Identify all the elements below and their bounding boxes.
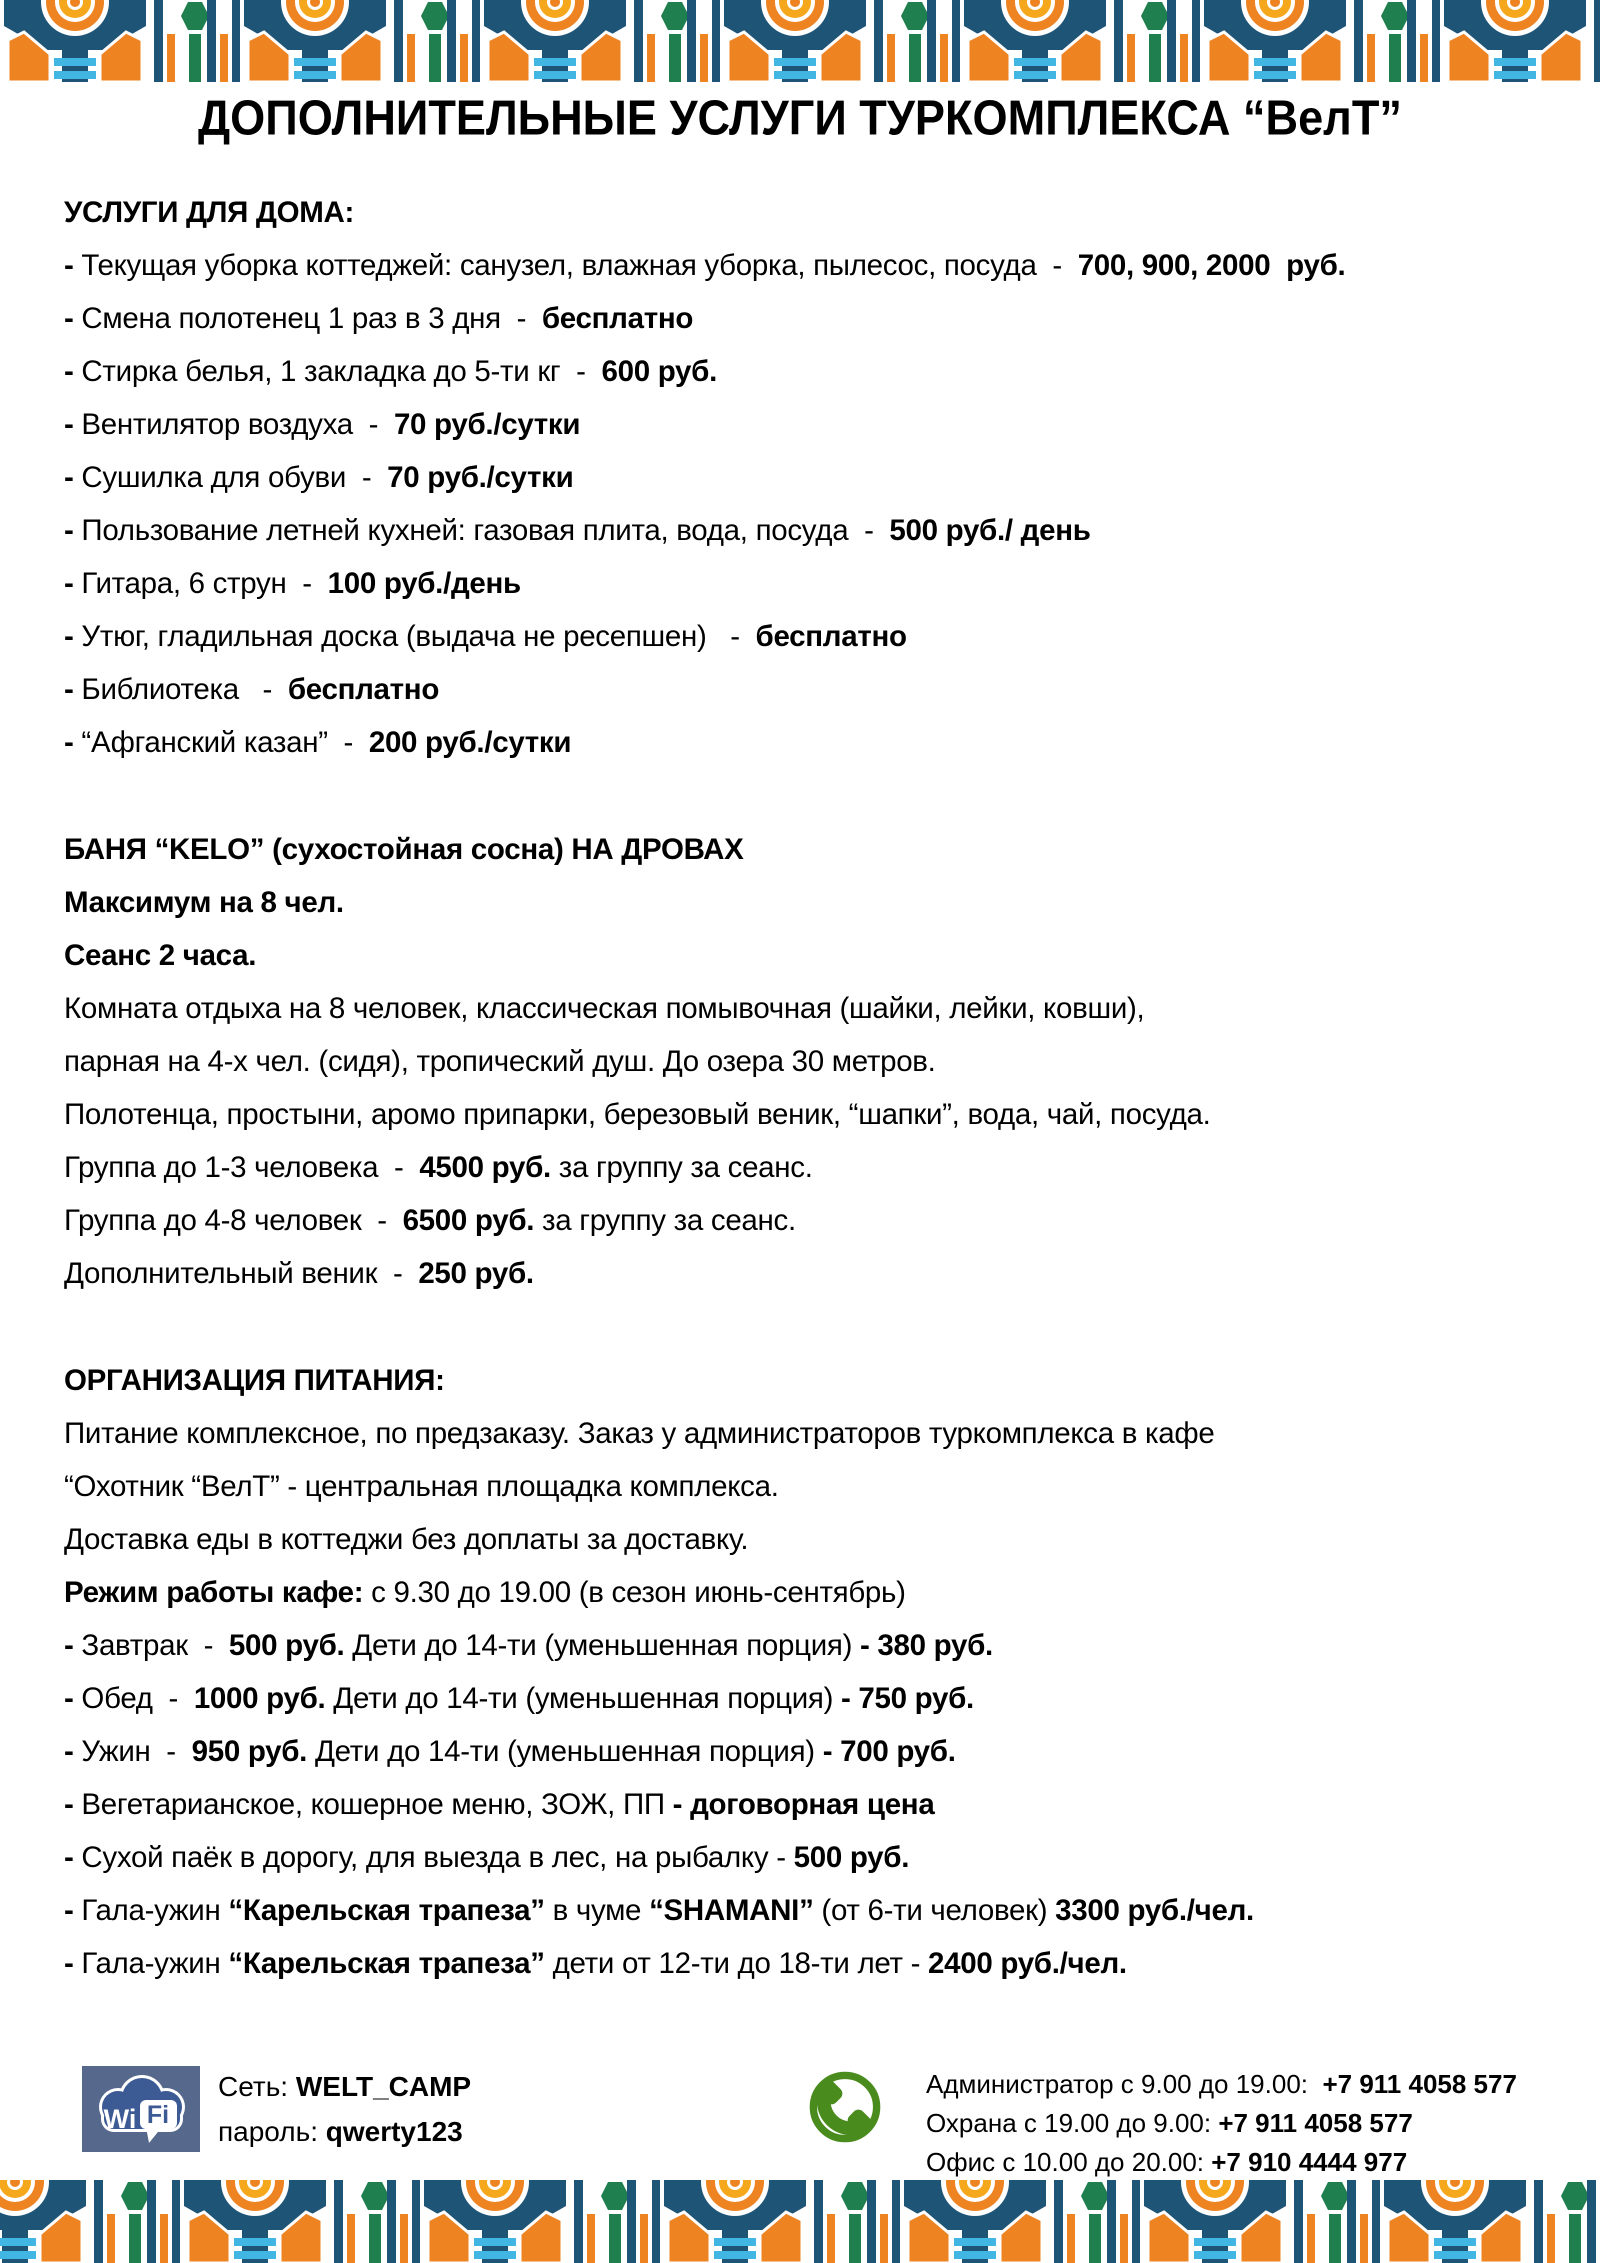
- text-run: бесплатно: [287, 673, 440, 706]
- text-run: -: [64, 514, 82, 547]
- wifi-network-label: Сеть:: [218, 2071, 296, 2102]
- text-line: [64, 1672, 1550, 1725]
- text-run: - договорная цена: [672, 1788, 935, 1821]
- text-run: -: [64, 1894, 82, 1927]
- text-run: 600 руб.: [601, 355, 717, 388]
- phone-icon: [806, 2068, 884, 2146]
- text-run: -: [64, 1788, 82, 1821]
- text-run: бесплатно: [541, 302, 694, 335]
- text-run: Обед -: [81, 1682, 194, 1715]
- text-run: Вегетарианское, кошерное меню, ЗОЖ, ПП: [81, 1788, 673, 1821]
- phone-contact-lines: [926, 2065, 1517, 2182]
- text-run: Сеанс 2 часа.: [64, 939, 257, 972]
- text-line: [64, 1035, 1550, 1088]
- phone-contact-line: [926, 2143, 1517, 2182]
- wifi-info-block: [82, 2064, 471, 2154]
- text-run: Текущая уборка коттеджей: санузел, влажная уборка, пылесос, посуда -: [81, 249, 1078, 282]
- text-run: 4500 руб.: [419, 1151, 551, 1184]
- text-run: -: [64, 673, 82, 706]
- text-run: Дети до 14-ти (уменьшенная порция): [307, 1735, 823, 1768]
- ethnic-ornament-border-top: [0, 0, 1600, 82]
- text-line: [64, 610, 1550, 663]
- text-line: [64, 1247, 1550, 1300]
- text-run: Ужин -: [81, 1735, 192, 1768]
- text-run: Комната отдыха на 8 человек, классическая помывочная (шайки, лейки, ковши),: [64, 992, 1145, 1025]
- phone-contact-label: Охрана с 19.00 до 9.00:: [926, 2108, 1219, 2138]
- text-line: [64, 345, 1550, 398]
- text-run: Библиотека -: [81, 673, 288, 706]
- text-line: [64, 1725, 1550, 1778]
- text-line: [64, 239, 1550, 292]
- text-line: [64, 1619, 1550, 1672]
- text-run: 500 руб.: [793, 1841, 910, 1874]
- text-run: за группу за сеанс.: [534, 1204, 796, 1237]
- text-run: 500 руб.: [228, 1629, 345, 1662]
- text-run: Дополнительный веник -: [64, 1257, 419, 1290]
- text-run: БАНЯ “KELO” (сухостойная сосна) НА ДРОВАХ: [64, 833, 744, 866]
- text-run: парная на 4-х чел. (сидя), тропический душ. До озера 30 метров.: [64, 1045, 936, 1078]
- text-run: Дети до 14-ти (уменьшенная порция): [325, 1682, 841, 1715]
- text-line: [64, 1566, 1550, 1619]
- text-line: [64, 186, 1550, 239]
- text-run: 70 руб./сутки: [387, 461, 574, 494]
- text-line: [64, 1088, 1550, 1141]
- text-run: -: [64, 408, 82, 441]
- svg-text:Fi: Fi: [146, 2101, 170, 2129]
- footer: [0, 2050, 1600, 2180]
- text-run: ОРГАНИЗАЦИЯ ПИТАНИЯ:: [64, 1364, 445, 1397]
- text-run: Утюг, гладильная доска (выдача не ресепшен) -: [81, 620, 756, 653]
- wifi-credentials: [218, 2064, 471, 2154]
- text-run: 100 руб./день: [327, 567, 521, 600]
- phone-contact-label: Администратор с 9.00 до 19.00:: [926, 2069, 1323, 2099]
- text-line: [64, 823, 1550, 876]
- phone-number: +7 911 4058 577: [1322, 2069, 1517, 2099]
- text-line: [64, 982, 1550, 1035]
- text-run: 1000 руб.: [193, 1682, 326, 1715]
- text-run: -: [64, 620, 82, 653]
- phone-contact-line: [926, 2065, 1517, 2104]
- text-run: -: [64, 726, 82, 759]
- text-run: за группу за сеанс.: [550, 1151, 813, 1184]
- text-run: Режим работы кафе:: [64, 1576, 364, 1609]
- text-run: “Карельская трапеза”: [228, 1947, 545, 1980]
- text-run: Сушилка для обуви -: [81, 461, 388, 494]
- text-run: Гитара, 6 струн -: [81, 567, 328, 600]
- text-run: Вентилятор воздуха -: [81, 408, 394, 441]
- text-run: - 700 руб.: [822, 1735, 956, 1768]
- text-run: УСЛУГИ ДЛЯ ДОМА:: [64, 196, 355, 229]
- section-banya-kelo: [64, 823, 1550, 1300]
- page-title: ДОПОЛНИТЕЛЬНЫЕ УСЛУГИ ТУРКОМПЛЕКСА “ВелТ”: [198, 89, 1402, 146]
- phone-contact-label: Офис с 10.00 до 20.00:: [926, 2147, 1212, 2177]
- text-run: “Охотник “ВелТ” - центральная площадка комплекса.: [64, 1470, 779, 1503]
- text-run: 250 руб.: [418, 1257, 534, 1290]
- text-run: (от 6-ти человек): [813, 1894, 1056, 1927]
- text-line: [64, 716, 1550, 769]
- text-run: Полотенца, простыни, аромо припарки, березовый веник, “шапки”, вода, чай, посуда.: [64, 1098, 1211, 1131]
- text-run: Гала-ужин: [81, 1894, 229, 1927]
- svg-text:Wi: Wi: [103, 2104, 137, 2134]
- text-run: с 9.30 до 19.00 (в сезон июнь-сентябрь): [363, 1576, 906, 1609]
- text-run: бесплатно: [755, 620, 907, 653]
- text-run: Группа до 1-3 человека -: [64, 1151, 420, 1184]
- text-line: [64, 398, 1550, 451]
- text-run: Завтрак -: [81, 1629, 229, 1662]
- text-run: -: [64, 461, 82, 494]
- section-home-services: [64, 186, 1550, 769]
- text-run: Дети до 14-ти (уменьшенная порция): [344, 1629, 861, 1662]
- document-body: [64, 186, 1550, 1990]
- text-line: [64, 929, 1550, 982]
- text-run: Стирка белья, 1 закладка до 5-ти кг -: [81, 355, 602, 388]
- text-run: 2400 руб./чел.: [928, 1947, 1127, 1980]
- text-run: 3300 руб./чел.: [1055, 1894, 1254, 1927]
- text-line: [64, 876, 1550, 929]
- text-run: -: [64, 1735, 82, 1768]
- section-catering: [64, 1354, 1550, 1990]
- text-line: [64, 1513, 1550, 1566]
- text-line: [64, 663, 1550, 716]
- wifi-password-line: [218, 2109, 471, 2154]
- text-line: [64, 292, 1550, 345]
- phone-contact-line: [926, 2104, 1517, 2143]
- text-run: дети от 12-ти до 18-ти лет -: [544, 1947, 929, 1980]
- text-run: “Афганский казан” -: [81, 726, 369, 759]
- text-line: [64, 1141, 1550, 1194]
- text-line: [64, 1778, 1550, 1831]
- text-run: 500 руб./ день: [889, 514, 1091, 547]
- text-line: [64, 451, 1550, 504]
- text-run: Смена полотенец 1 раз в 3 дня -: [81, 302, 542, 335]
- text-run: Максимум на 8 чел.: [64, 886, 344, 919]
- wifi-network-name: WELT_CAMP: [295, 2071, 472, 2102]
- text-line: [64, 1407, 1550, 1460]
- text-run: “SHAMANI”: [649, 1894, 814, 1927]
- text-line: [64, 1831, 1550, 1884]
- text-run: -: [64, 249, 82, 282]
- text-run: Пользование летней кухней: газовая плита, вода, посуда -: [81, 514, 890, 547]
- text-line: [64, 504, 1550, 557]
- text-run: 200 руб./сутки: [368, 726, 572, 759]
- text-line: [64, 1354, 1550, 1407]
- text-line: [64, 557, 1550, 610]
- text-run: - 380 руб.: [860, 1629, 993, 1662]
- text-run: Гала-ужин: [81, 1947, 229, 1980]
- text-run: Группа до 4-8 человек -: [64, 1204, 403, 1237]
- text-run: Питание комплексное, по предзаказу. Заказ у администраторов туркомплекса в кафе: [64, 1417, 1215, 1450]
- text-run: 6500 руб.: [402, 1204, 535, 1237]
- wifi-password-label: пароль:: [218, 2116, 326, 2147]
- text-line: [64, 1460, 1550, 1513]
- wifi-network-line: [218, 2064, 471, 2109]
- wifi-password-value: qwerty123: [325, 2116, 463, 2147]
- text-run: -: [64, 1682, 82, 1715]
- text-run: в чуме: [544, 1894, 650, 1927]
- text-run: 950 руб.: [191, 1735, 308, 1768]
- text-run: - 750 руб.: [841, 1682, 974, 1715]
- wifi-icon: [82, 2066, 200, 2152]
- text-run: -: [64, 1947, 82, 1980]
- text-run: -: [64, 355, 82, 388]
- text-line: [64, 1194, 1550, 1247]
- text-run: -: [64, 1841, 82, 1874]
- text-run: 700, 900, 2000 руб.: [1077, 249, 1346, 282]
- text-run: -: [64, 302, 82, 335]
- ethnic-ornament-border-bottom: [0, 2180, 1600, 2263]
- phone-number: +7 910 4444 977: [1211, 2147, 1408, 2177]
- phone-number: +7 911 4058 577: [1218, 2108, 1413, 2138]
- text-run: Сухой паёк в дорогу, для выезда в лес, на рыбалку -: [81, 1841, 794, 1874]
- phone-contacts-block: [806, 2068, 1517, 2182]
- text-run: Доставка еды в коттеджи без доплаты за доставку.: [64, 1523, 749, 1556]
- text-run: -: [64, 567, 82, 600]
- text-run: “Карельская трапеза”: [228, 1894, 545, 1927]
- text-line: [64, 1884, 1550, 1937]
- text-run: 70 руб./сутки: [393, 408, 581, 441]
- text-line: [64, 1937, 1550, 1990]
- text-run: -: [64, 1629, 82, 1662]
